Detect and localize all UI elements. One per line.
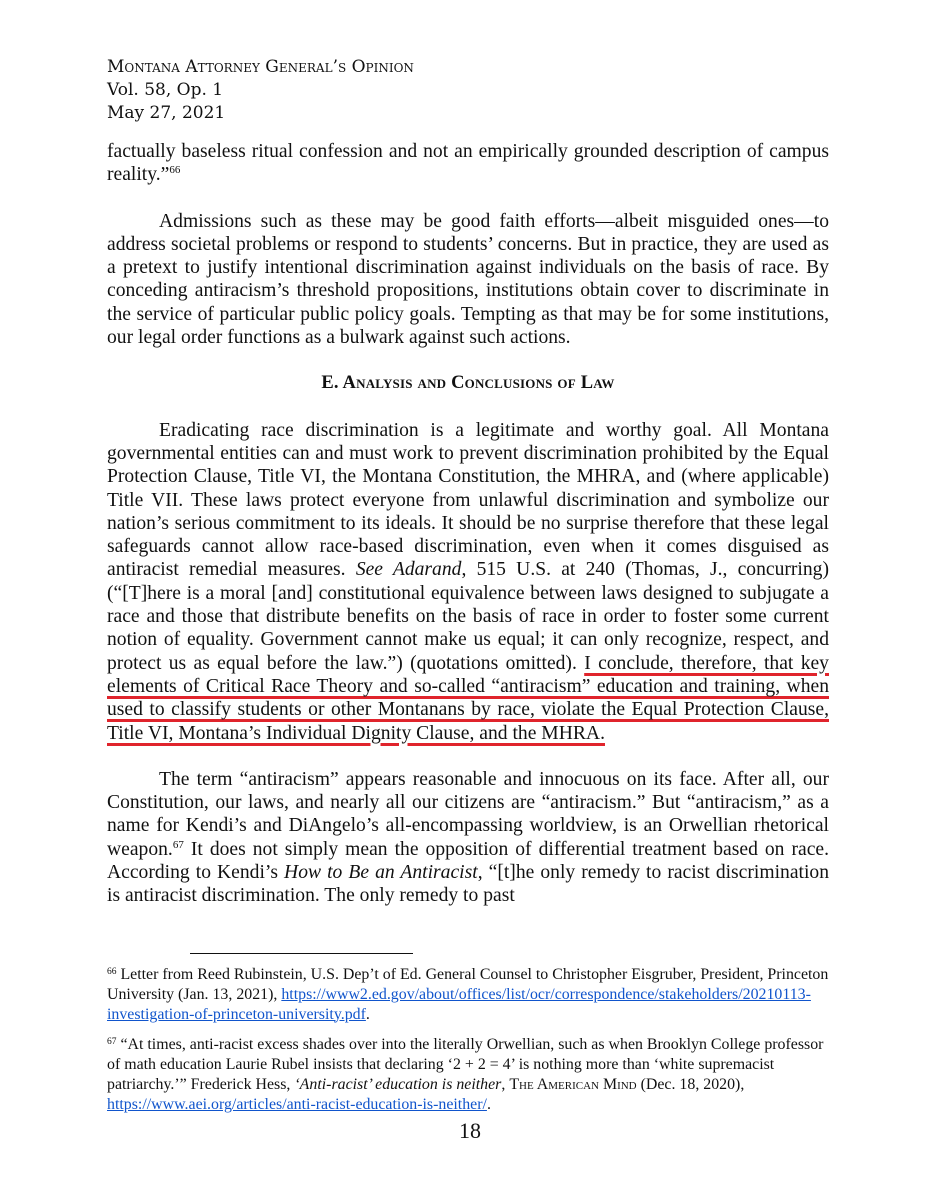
header-title: Montana Attorney General’s Opinion bbox=[107, 57, 414, 77]
footnote-ref-66[interactable]: 66 bbox=[169, 164, 181, 177]
footnote-67-link[interactable]: https://www.aei.org/articles/anti-racist-education-is-neither/ bbox=[107, 1095, 487, 1113]
case-citation: See Adarand bbox=[355, 559, 462, 581]
paragraph-3: Eradicating race discrimination is a legitimate and worthy goal. All Montana governmental entities can and must work to prevent discrimination prohibited by the Equal Protection Clause, Title VI, the Montana Constitution, the MHRA, and (where applicable) Title VII. These laws protect everyone from unlawful discrimination and symbolize our nation’s serious commitment to its ideals. It should be no surprise therefore that these legal safeguards cannot allow race-based discrimination, even when it comes disguised as antiracist remedial measures. See Adarand, 515 U.S. at 240 (Thomas, J., concurring) (“[T]here is a moral [and] constitutional equivalence between laws designed to subjugate a race and those that distribute benefits on the basis of race in order to foster some current notion of equality. Government cannot make us equal; it can only recognize, respect, and protect us as equal before the law.”) (quotations omitted). I conclude, therefore, that key elements of Critical Race Theory and so-called “antiracism” education and training, when used to classify students or other Montanans by race, violate the Equal Protection Clause, Title VI, Montana’s Individual Dignity Clause, and the MHRA. bbox=[107, 419, 829, 744]
footnotes bbox=[107, 965, 829, 1126]
header-volume: Vol. 58, Op. 1 bbox=[107, 80, 224, 100]
paragraph-1: factually baseless ritual confession and not an empirically grounded description of campus reality.”$^{66}$ bbox=[107, 141, 829, 186]
paragraph-4: The term “antiracism” appears reasonable and innocuous on its face. After all, our Constitution, our laws, and nearly all our citizens are “antiracism.” But “antiracism,” as a name for Kendi’s and DiAngelo’s all-encompassing worldview, is an Orwellian rhetorical weapon.$^{67}$ It does not simply mean the opposition of differential treatment based on race. According to Kendi’s How to Be an Antiracist, “[t]he only remedy to racist discrimination is antiracist discrimination. The only remedy to past bbox=[107, 768, 830, 907]
page-header bbox=[107, 56, 414, 125]
footnote-number: 66 bbox=[107, 967, 117, 977]
body-text bbox=[107, 140, 829, 908]
section-heading: E. Analysis and Conclusions of Law bbox=[321, 373, 615, 394]
paragraph-2: Admissions such as these may be good faith efforts—albeit misguided ones—to address societal problems or respond to students’ concerns. But in practice, they are used as a pretext to justify intentional discrimination against individuals on the basis of race. By conceding antiracism’s threshold propositions, institutions obtain cover to discriminate in the service of particular public policy goals. Tempting as that may be for some institutions, our legal order functions as a bulwark against such actions. bbox=[107, 210, 829, 349]
footnote-ref-67[interactable]: 67 bbox=[172, 838, 184, 851]
book-title: How to Be an Antiracist bbox=[284, 862, 478, 884]
footnote-66: $^{66}$ Letter from Reed Rubinstein, U.S. Dep’t of Ed. General Counsel to Christopher Eisgruber, President, Princeton University (Jan. 13, 2021), https://www2.ed.gov/about/offices/list/ocr/correspondence/stakeholders/20210113-investigation-of-princeton-university.pdf. bbox=[107, 966, 829, 1023]
header-date: May 27, 2021 bbox=[107, 103, 226, 123]
page-number: 18 bbox=[459, 1118, 481, 1143]
footnote-divider bbox=[190, 953, 413, 954]
footnote-67: $^{67}$ “At times, anti-racist excess shades over into the literally Orwellian, such as when Brooklyn College professor of math education Laurie Rubel insists that declaring ‘2 + 2 = 4’ is nothing more than ‘white supremacist patriarchy.’” Frederick Hess, ‘Anti-racist’ education is neither, The American Mind (Dec. 18, 2020), https://www.aei.org/articles/anti-racist-education-is-neither/. bbox=[107, 1036, 824, 1113]
footnote-number: 67 bbox=[107, 1037, 117, 1048]
highlighted-conclusion: I conclude, therefore, that key elements of Critical Race Theory and so-called “antiracism” education and training, when used to classify students or other Montanans by race, violate the Equal Protection Clause, Title VI, Montana’s Individual Dignity Clause, and the MHRA. bbox=[107, 652, 829, 744]
footnote-66-link[interactable]: https://www2.ed.gov/about/offices/list/ocr/correspondence/stakeholders/20210113-investigation-of-princeton-university.pdf bbox=[107, 985, 811, 1023]
